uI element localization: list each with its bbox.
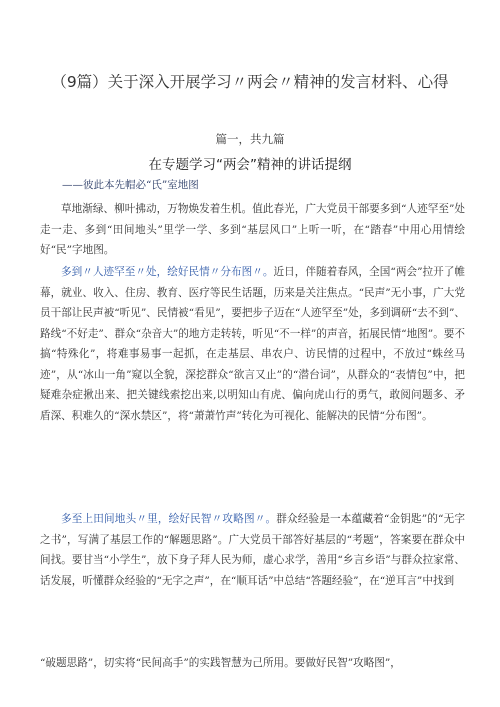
document-title: （9篇）关于深入开展学习〃两会〃精神的发言材料、心得 [51,73,449,91]
paragraph-intro: 草地渐绿、柳叶拂动，万物焕发着生机。值此春光，广大党员干部要多到“人迹罕至”处走一走、多到“田间地头”里学一学、多到“基层风口”上听一听，在“踏春”中用心用情绘好“民”字地图。 [40,203,465,256]
paragraph-strategy-map [40,509,465,591]
paragraph-heading: 多至上田间地头〃里，绘好民智〃攻略图〃。 [61,513,277,525]
paragraph-continued: “破题思路”，切实将“民间高手”的实践智慧为己所用。要做好民智”攻略图”， [40,657,401,669]
paragraph-body: 近日，伴随着春风，全国“两会”拉开了帷幕，就业、收入、住房、教育、医疗等民生话题，历来是关注焦点。“民声”无小事，广大党员干部让民声被“听见”、民情被“看见”，要把步子迈在“人迹罕至”处，多到调研“去不到”、路线“不好走”、群众“杂音大”的地方走转转，听见“不一样”的声音，拓展民情“地图”。要不搞“特殊化”，将难事易事一起抓，在走基层、串农户、访民情的过程中，不放过“蛛丝马迹”，从“冰山一角”窥以全貌，深挖群众“欲言又止”的“潜台词”，从群众的“表情包”中，把疑难杂症揪出来、把关键线索挖出来,以明知山有虎、偏向虎山行的勇气，敢阅问题多、矛盾深、积难久的“深水禁区”，将“萧萧竹声”转化为可视化、能解决的民情“分布图”。 [40,266,465,422]
section-title: 在专题学习“两会”精神的讲话提纲 [148,157,352,173]
paragraph-body: 群众经验是一本蕴藏着“金钥匙”的“无字之书”，写满了基层工作的“解题思路”。广大党员干部答好基层的“考题”，答案要在群众中间找。要甘当“小学生”，放下身子拜人民为师，虚心求学，善用“乡言乡语”与群众拉家常、话发展，听懂群众经验的“无字之声”，在“顺耳话”中总结“答题经验”，在“逆耳言”中找到 [40,513,466,587]
paragraph-distribution-map [40,262,465,426]
section-heading: 篇一，共九篇 [215,132,285,146]
paragraph-heading: 多到〃人迹罕至〃处，绘好民情〃分布图〃。 [61,266,274,278]
section-subtitle: ——彼此本先帽必“氏”室地图 [62,179,199,191]
